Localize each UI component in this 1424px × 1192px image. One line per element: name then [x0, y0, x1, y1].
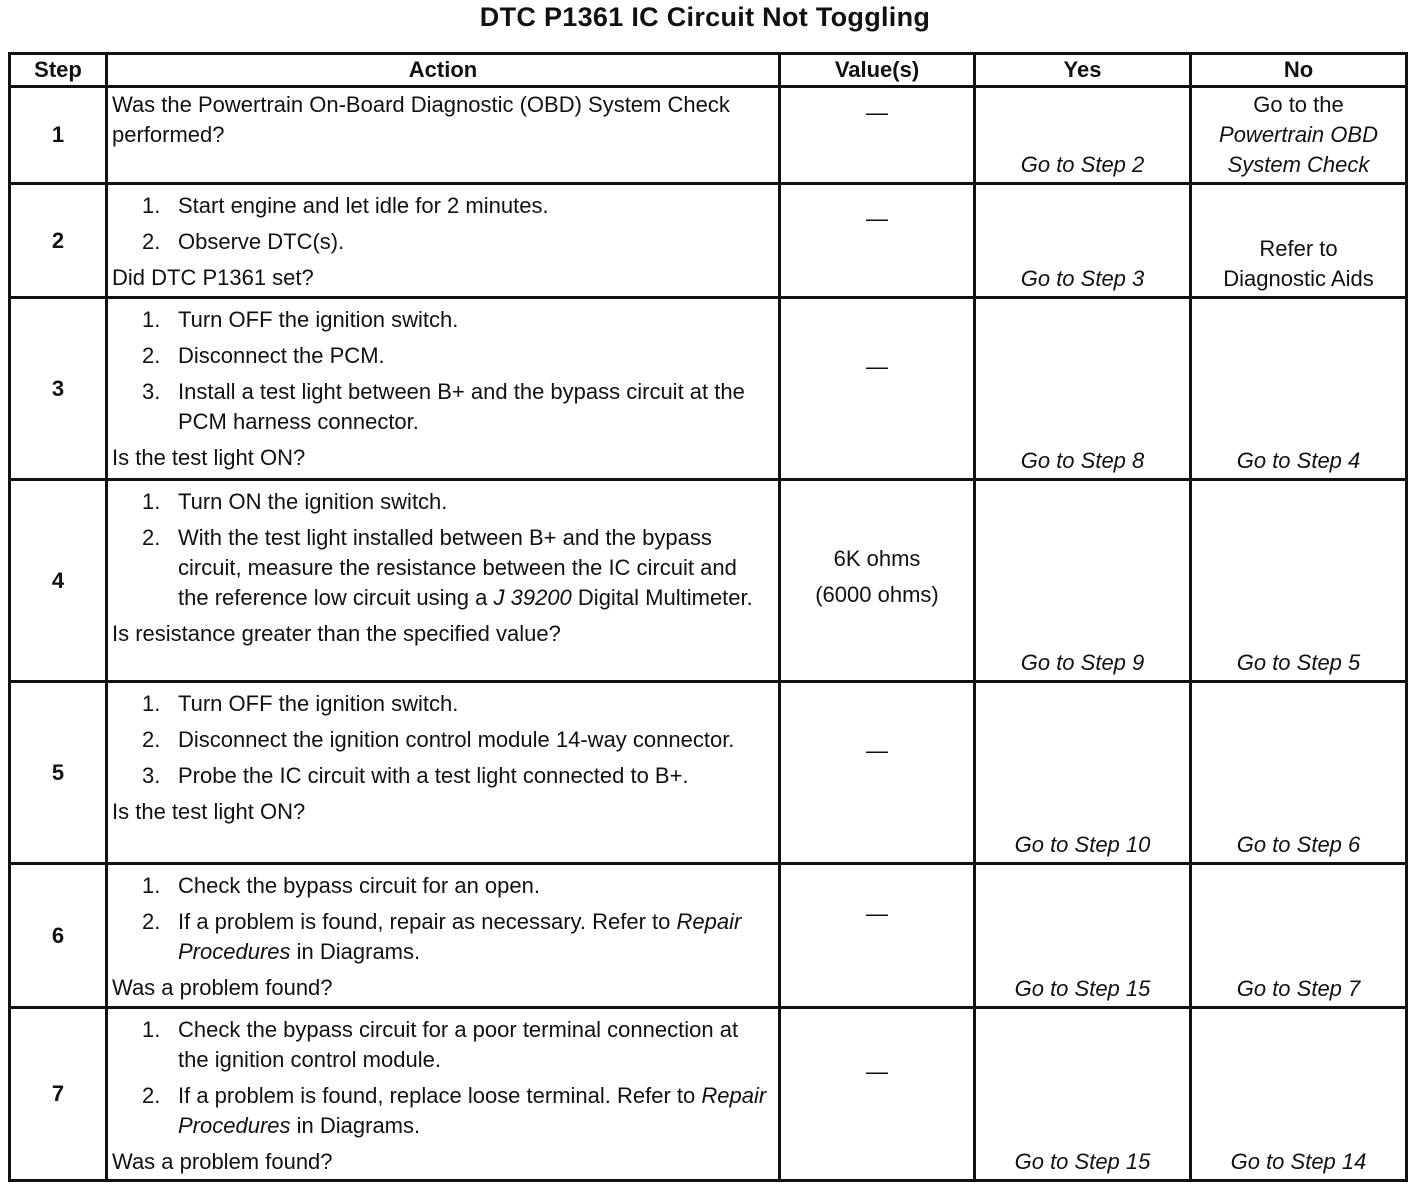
no-cell: Go to Step 14 — [1191, 1008, 1407, 1181]
no-cell: Go to Step 6 — [1191, 682, 1407, 864]
step-number: 1 — [10, 87, 107, 184]
action-item — [112, 871, 772, 901]
value-cell: — — [780, 87, 975, 184]
item-number: 2. — [142, 525, 161, 550]
step-number: 4 — [10, 480, 107, 682]
header-action: Action — [107, 54, 780, 87]
action-steps — [112, 305, 772, 437]
item-number: 2. — [142, 909, 161, 934]
item-number: 1. — [142, 307, 161, 332]
action-steps — [112, 689, 772, 791]
yes-cell: Go to Step 15 — [975, 1008, 1191, 1181]
reference-name: Repair Procedures — [178, 1083, 767, 1138]
action-cell — [107, 864, 780, 1008]
table-row — [10, 682, 1407, 864]
no-line: System Check — [1227, 152, 1370, 177]
action-item — [112, 305, 772, 335]
value-cell: — — [780, 298, 975, 480]
action-question: Was a problem found? — [112, 1149, 333, 1174]
page-title: DTC P1361 IC Circuit Not Toggling — [479, 2, 931, 32]
action-steps — [112, 871, 772, 967]
action-item — [112, 725, 772, 755]
item-text: Probe the IC circuit with a test light connected to B+. — [178, 763, 689, 788]
item-text: Install a test light between B+ and the bypass circuit at the PCM harness connector. — [178, 379, 745, 434]
yes-cell: Go to Step 15 — [975, 864, 1191, 1008]
action-question: Was a problem found? — [112, 975, 333, 1000]
table-header-row — [10, 54, 1407, 87]
action-question: Is resistance greater than the specified value? — [112, 621, 561, 646]
no-cell: Go to Step 4 — [1191, 298, 1407, 480]
table-row — [10, 480, 1407, 682]
action-item — [112, 1015, 772, 1075]
item-text: Observe DTC(s). — [178, 229, 345, 254]
item-number: 3. — [142, 379, 161, 404]
item-number: 1. — [142, 489, 161, 514]
value-cell: — — [780, 864, 975, 1008]
table-row — [10, 1008, 1407, 1181]
action-steps — [112, 487, 772, 613]
header-values: Value(s) — [780, 54, 975, 87]
yes-cell: Go to Step 2 — [975, 87, 1191, 184]
action-cell — [107, 1008, 780, 1181]
no-cell — [1191, 87, 1407, 184]
action-item — [112, 341, 772, 371]
action-steps — [112, 191, 772, 257]
action-steps — [112, 1015, 772, 1141]
no-line: Powertrain OBD — [1219, 122, 1378, 147]
item-number: 2. — [142, 1083, 161, 1108]
action-item — [112, 191, 772, 221]
item-text: If a problem is found, repair as necessary. Refer to — [178, 909, 671, 934]
step-number: 2 — [10, 184, 107, 298]
action-item — [112, 1081, 772, 1141]
header-no: No — [1191, 54, 1407, 87]
action-cell — [107, 298, 780, 480]
action-item — [112, 761, 772, 791]
item-text: Digital Multimeter. — [577, 585, 753, 610]
step-number: 7 — [10, 1008, 107, 1181]
item-number: 3. — [142, 763, 161, 788]
item-number: 1. — [142, 193, 161, 218]
item-text: in Diagrams. — [296, 939, 421, 964]
item-number: 1. — [142, 1017, 161, 1042]
action-question: Is the test light ON? — [112, 445, 306, 470]
tool-name: J 39200 — [493, 585, 572, 610]
yes-cell: Go to Step 8 — [975, 298, 1191, 480]
value-line: (6000 ohms) — [815, 581, 939, 607]
action-item — [112, 227, 772, 257]
table-row — [10, 184, 1407, 298]
action-item — [112, 907, 772, 967]
reference-name: Repair Procedures — [178, 909, 742, 964]
item-text: With the test light installed between B+ and the bypass circuit, measure the resistance between the IC circuit and the reference low circuit using a — [178, 525, 737, 610]
item-number: 2. — [142, 343, 161, 368]
no-line: Diagnostic Aids — [1223, 266, 1374, 291]
action-question: Did DTC P1361 set? — [112, 265, 314, 290]
action-question: Is the test light ON? — [112, 799, 306, 824]
no-cell: Go to Step 7 — [1191, 864, 1407, 1008]
action-item — [112, 487, 772, 517]
item-text: Disconnect the PCM. — [178, 343, 385, 368]
no-cell — [1191, 184, 1407, 298]
item-number: 1. — [142, 873, 161, 898]
yes-cell: Go to Step 9 — [975, 480, 1191, 682]
item-text: Disconnect the ignition control module 14-way connector. — [178, 727, 735, 752]
no-line: Refer to — [1259, 236, 1338, 261]
step-number: 6 — [10, 864, 107, 1008]
value-cell — [780, 480, 975, 682]
action-cell — [107, 682, 780, 864]
action-text: Was the Powertrain On-Board Diagnostic (OBD) System Check performed? — [112, 92, 730, 147]
action-cell — [107, 87, 780, 184]
value-cell: — — [780, 1008, 975, 1181]
item-text: in Diagrams. — [296, 1113, 421, 1138]
item-text: Turn OFF the ignition switch. — [178, 307, 459, 332]
table-row — [10, 298, 1407, 480]
yes-cell: Go to Step 10 — [975, 682, 1191, 864]
value-line: 6K ohms — [833, 545, 921, 571]
no-cell: Go to Step 5 — [1191, 480, 1407, 682]
value-cell: — — [780, 184, 975, 298]
item-number: 2. — [142, 229, 161, 254]
step-number: 3 — [10, 298, 107, 480]
item-number: 2. — [142, 727, 161, 752]
item-number: 1. — [142, 691, 161, 716]
item-text: Turn OFF the ignition switch. — [178, 691, 459, 716]
action-item — [112, 689, 772, 719]
item-text: Start engine and let idle for 2 minutes. — [178, 193, 549, 218]
action-item — [112, 523, 772, 613]
step-number: 5 — [10, 682, 107, 864]
action-cell — [107, 184, 780, 298]
item-text: Check the bypass circuit for a poor terminal connection at the ignition control module. — [178, 1017, 739, 1072]
diagnostic-table — [8, 52, 1408, 1182]
item-text: If a problem is found, replace loose terminal. Refer to — [178, 1083, 696, 1108]
item-text: Check the bypass circuit for an open. — [178, 873, 540, 898]
table-row — [10, 87, 1407, 184]
header-step: Step — [10, 54, 107, 87]
header-yes: Yes — [975, 54, 1191, 87]
item-text: Turn ON the ignition switch. — [178, 489, 448, 514]
yes-cell: Go to Step 3 — [975, 184, 1191, 298]
no-line: Go to the — [1253, 92, 1344, 117]
table-row — [10, 864, 1407, 1008]
action-item — [112, 377, 772, 437]
action-cell — [107, 480, 780, 682]
value-cell: — — [780, 682, 975, 864]
